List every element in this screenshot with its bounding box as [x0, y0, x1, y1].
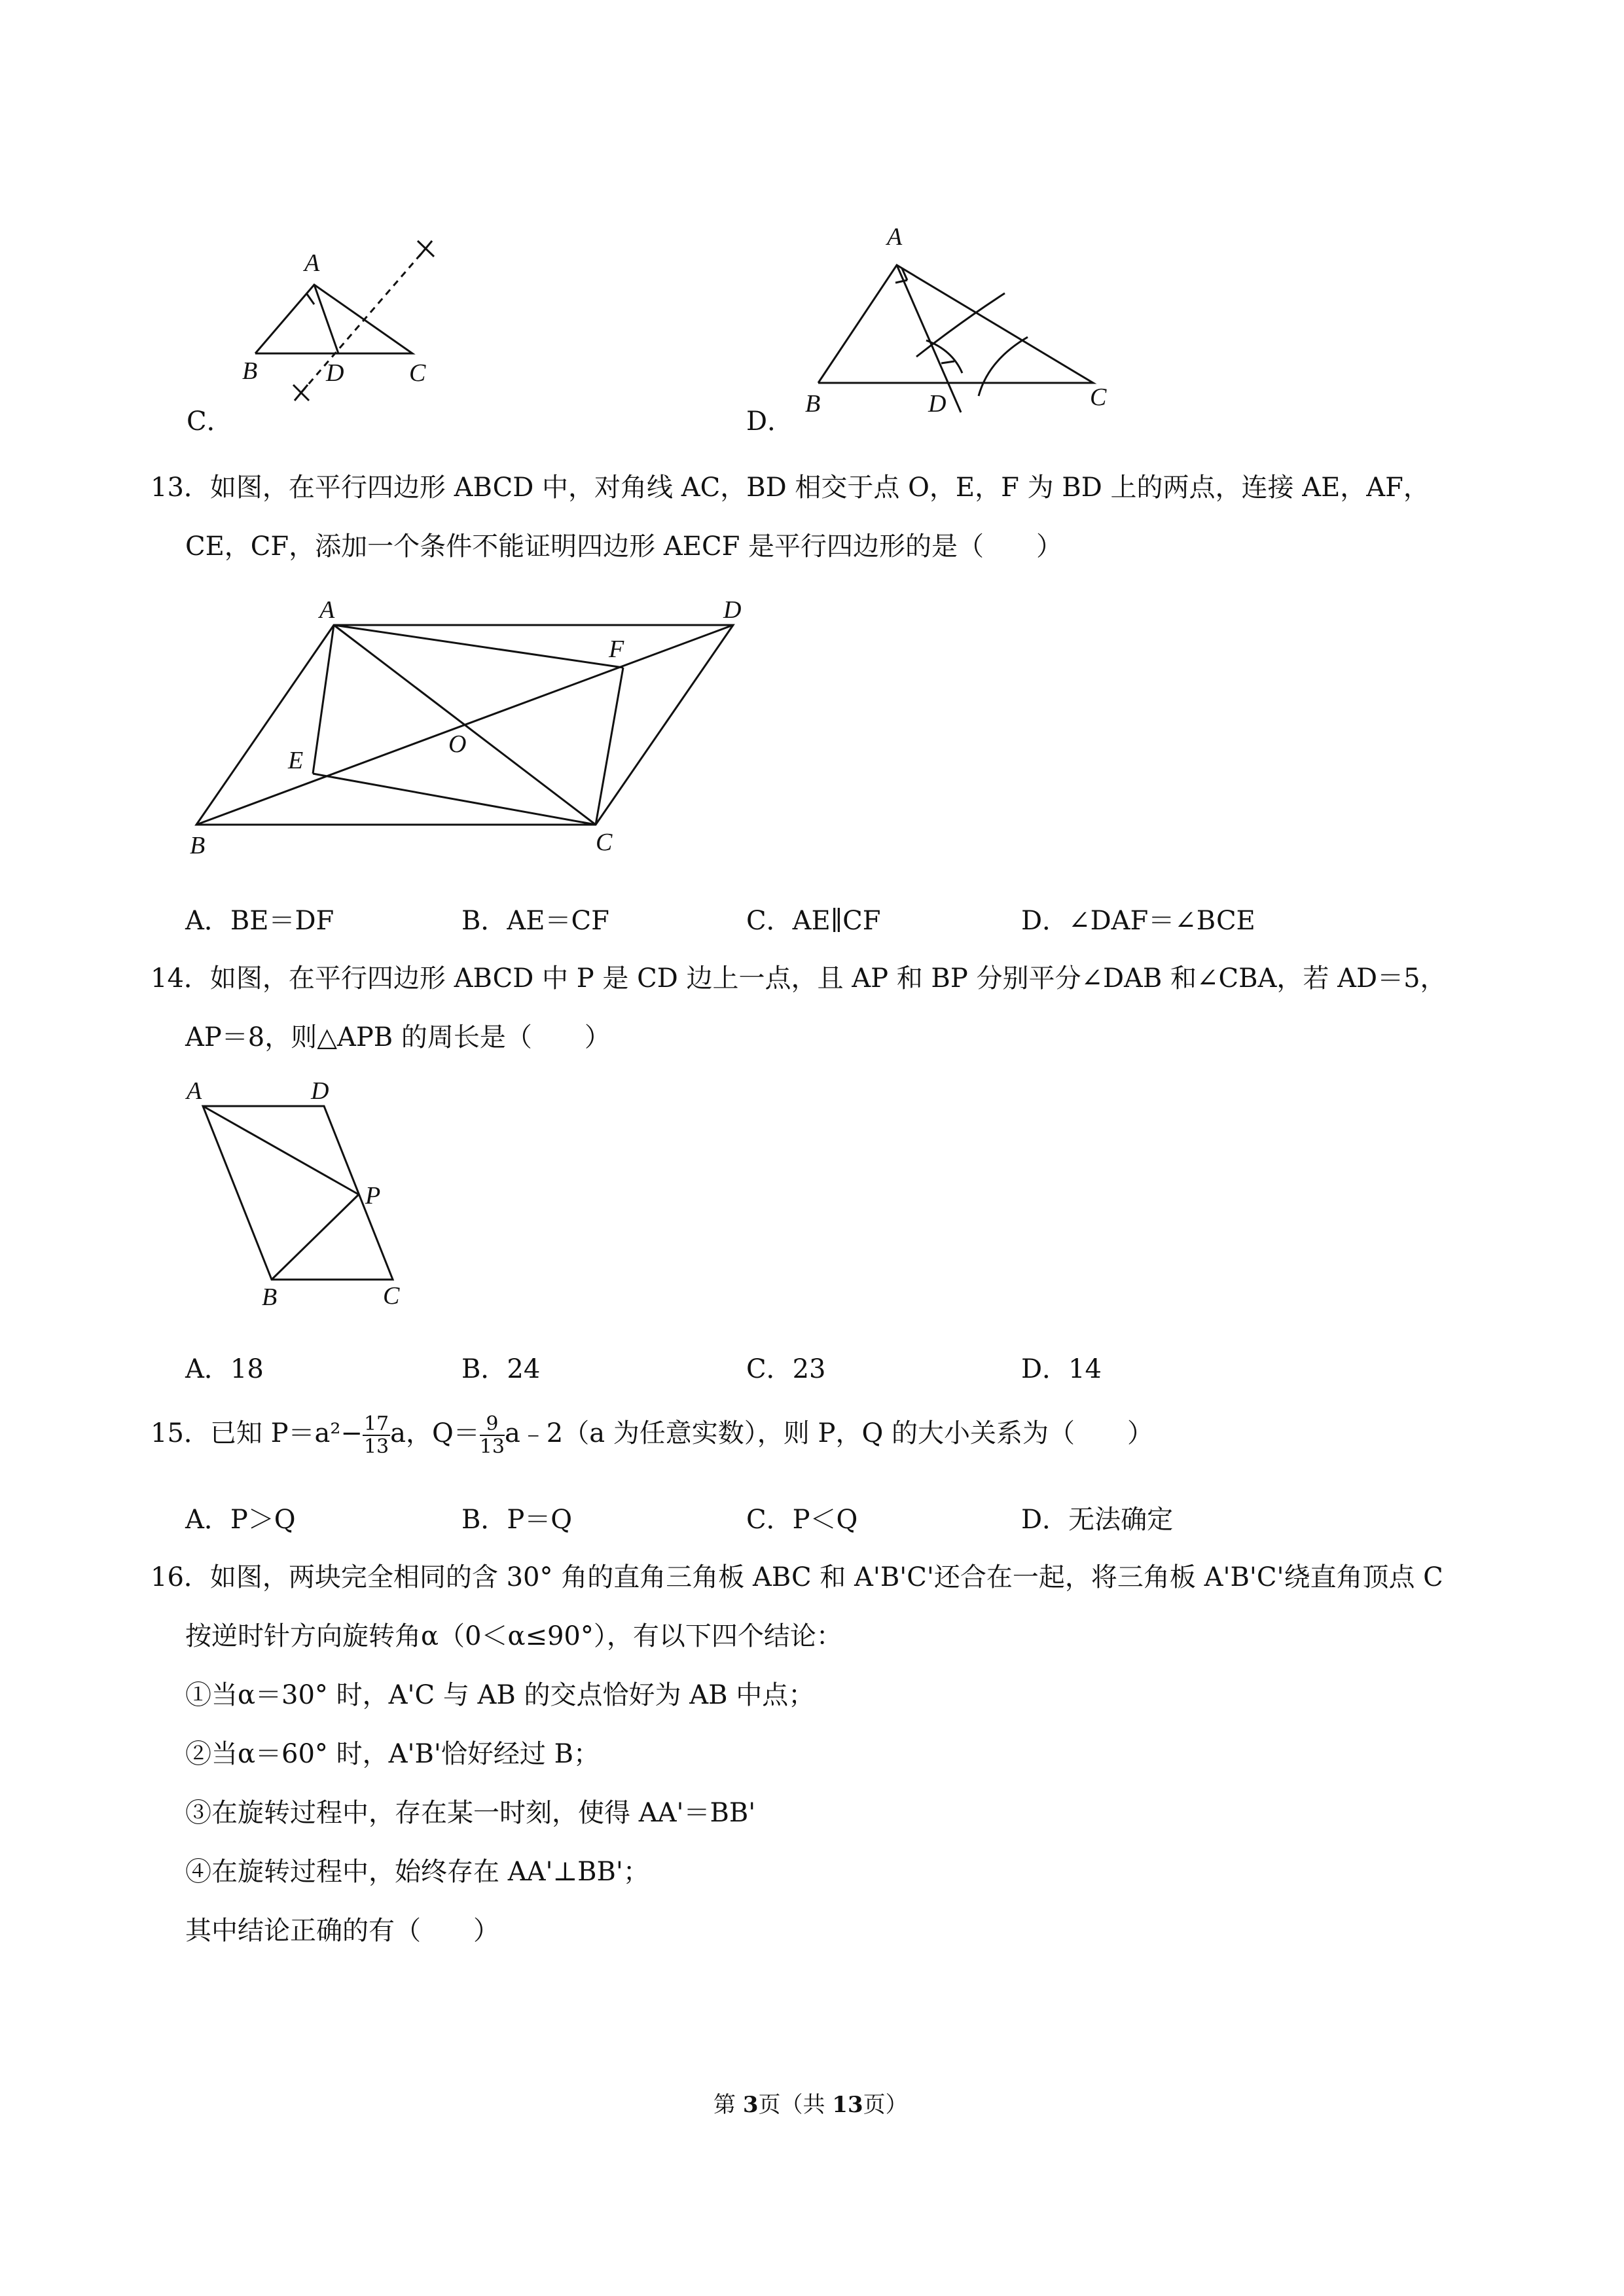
q12d-label-D: D	[928, 390, 947, 418]
footer-total-pages: 13	[832, 2092, 863, 2118]
q15-fraction-1-den: 13	[363, 1435, 389, 1458]
q16-conclusion-3: ③在旋转过程中，存在某一时刻，使得 AA'＝BB'	[185, 1798, 756, 1828]
footer-prefix: 第	[713, 2092, 743, 2118]
q15-option-c: C．P＜Q	[746, 1505, 858, 1535]
page-footer	[713, 2087, 908, 2119]
q16-conclusion-1: ①当α＝30° 时，A'C 与 AB 的交点恰好为 AB 中点；	[185, 1680, 815, 1710]
q14-label-P: P	[365, 1182, 381, 1210]
q13-figure	[183, 583, 772, 864]
q13-figure-svg	[183, 583, 772, 864]
q14-label-C: C	[383, 1282, 400, 1310]
q15-suffix: a﹣2（a 为任意实数），则 P，Q 的大小关系为（ ）	[504, 1418, 1153, 1448]
q15-fraction-1	[363, 1413, 390, 1458]
q14-label-B: B	[262, 1283, 278, 1311]
q13-question-line1: 13．如图，在平行四边形 ABCD 中，对角线 AC，BD 相交于点 O，E，F 为 BD 上的两点，连接 AE，AF，	[151, 473, 1430, 503]
q13-label-E: E	[288, 747, 304, 774]
q13-question-line2: CE，CF，添加一个条件不能证明四边形 AECF 是平行四边形的是（ ）	[185, 531, 1063, 562]
q13-option-c: C．AE∥CF	[746, 906, 881, 936]
q13-option-d: D．∠DAF＝∠BCE	[1021, 906, 1255, 936]
q12c-label-C: C	[409, 359, 426, 387]
q12-option-d: D．	[746, 406, 794, 437]
q14-figure-svg	[183, 1073, 458, 1322]
q15-fraction-2	[480, 1413, 505, 1458]
q13-label-D: D	[723, 596, 742, 624]
q12-figure-c-svg	[236, 229, 511, 425]
footer-page-number: 3	[742, 2092, 759, 2118]
q14-option-c: C．23	[746, 1354, 826, 1384]
q16-closing: 其中结论正确的有（ ）	[185, 1916, 499, 1946]
q12c-label-A: A	[304, 249, 320, 277]
q14-label-A: A	[187, 1077, 202, 1105]
q15-question	[151, 1410, 1153, 1458]
q13-label-O: O	[448, 730, 467, 758]
q15-fraction-2-num: 9	[480, 1413, 505, 1436]
q12d-label-A: A	[887, 223, 903, 251]
q15-mid: a，Q＝	[390, 1418, 480, 1448]
q14-option-a: A．18	[185, 1354, 264, 1384]
q14-figure	[183, 1073, 458, 1322]
q14-question-line2: AP＝8，则△APB 的周长是（ ）	[185, 1022, 611, 1052]
q12d-label-B: B	[805, 390, 821, 418]
q16-question-line1: 16．如图，两块完全相同的含 30° 角的直角三角板 ABC 和 A'B'C'还合在一起，将三角板 A'B'C'绕直角顶点 C	[151, 1562, 1443, 1592]
q15-option-b: B．P＝Q	[461, 1505, 573, 1535]
q13-label-A: A	[319, 596, 335, 624]
q14-question-line1: 14．如图，在平行四边形 ABCD 中 P 是 CD 边上一点，且 AP 和 BP 分别平分∠DAB 和∠CBA，若 AD＝5，	[151, 963, 1447, 994]
q15-option-d: D．无法确定	[1021, 1505, 1174, 1535]
q12-figure-c	[236, 229, 511, 425]
q15-fraction-2-den: 13	[479, 1435, 505, 1458]
q14-option-b: B．24	[461, 1354, 541, 1384]
q12-figure-d	[785, 216, 1152, 425]
q12c-label-B: B	[242, 357, 258, 385]
q13-label-C: C	[596, 829, 613, 856]
q13-label-F: F	[609, 636, 624, 663]
q14-label-D: D	[311, 1077, 329, 1105]
q13-label-B: B	[190, 832, 206, 859]
q16-question-line2: 按逆时针方向旋转角α（0＜α≤90°），有以下四个结论：	[185, 1621, 842, 1651]
q12-option-c: C．	[187, 406, 233, 437]
footer-middle: 页（共	[758, 2092, 833, 2118]
q13-option-b: B．AE＝CF	[461, 906, 609, 936]
q16-conclusion-2: ②当α＝60° 时，A'B'恰好经过 B；	[185, 1739, 600, 1769]
footer-suffix: 页）	[863, 2092, 908, 2118]
q15-fraction-1-num: 17	[363, 1412, 389, 1435]
q15-prefix: 15．已知 P＝a²−	[151, 1418, 363, 1448]
q12c-label-D: D	[326, 359, 344, 387]
q16-conclusion-4: ④在旋转过程中，始终存在 AA'⊥BB'；	[185, 1857, 649, 1887]
q13-option-a: A．BE＝DF	[185, 906, 334, 936]
q15-option-a: A．P＞Q	[185, 1505, 296, 1535]
q14-option-d: D．14	[1021, 1354, 1102, 1384]
q12d-label-C: C	[1090, 384, 1107, 411]
